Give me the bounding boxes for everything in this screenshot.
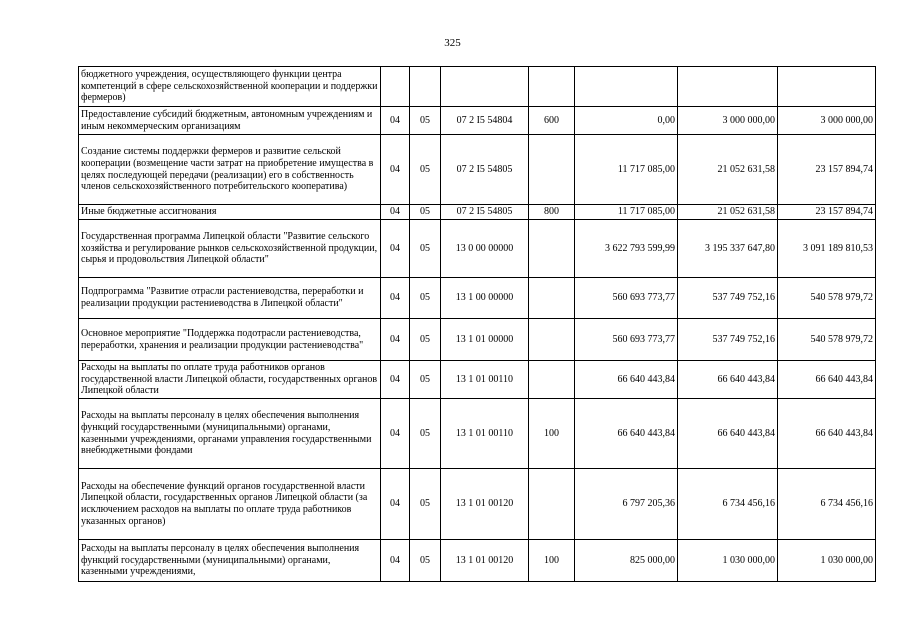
table-row [79, 107, 876, 135]
row-target-article: 07 2 I5 54805 [441, 205, 529, 220]
table-row [79, 540, 876, 582]
row-amount-year1: 66 640 443,84 [575, 399, 678, 469]
row-amount-year3: 23 157 894,74 [778, 135, 876, 205]
row-name: бюджетного учреждения, осуществляющего функции центра компетенций в сфере сельскохозяйственной кооперации и поддержки фермеров) [79, 67, 381, 107]
row-amount-year3: 540 578 979,72 [778, 319, 876, 361]
row-target-article: 07 2 I5 54804 [441, 107, 529, 135]
row-amount-year2: 3 000 000,00 [678, 107, 778, 135]
row-target-article: 13 1 01 00120 [441, 540, 529, 582]
row-target-article: 13 1 00 00000 [441, 278, 529, 319]
row-subsection: 05 [410, 107, 441, 135]
row-target-article: 13 1 01 00110 [441, 361, 529, 399]
row-expense-type: 800 [529, 205, 575, 220]
row-amount-year2: 21 052 631,58 [678, 135, 778, 205]
row-amount-year3: 66 640 443,84 [778, 361, 876, 399]
row-expense-type [529, 319, 575, 361]
row-section: 04 [381, 469, 410, 540]
row-expense-type: 100 [529, 540, 575, 582]
row-target-article: 13 1 01 00120 [441, 469, 529, 540]
budget-table [78, 66, 876, 582]
row-name: Иные бюджетные ассигнования [79, 205, 381, 220]
row-name: Подпрограмма "Развитие отрасли растениеводства, переработки и реализации продукции растениеводства в Липецкой области" [79, 278, 381, 319]
row-amount-year2: 21 052 631,58 [678, 205, 778, 220]
row-section: 04 [381, 361, 410, 399]
row-expense-type [529, 135, 575, 205]
row-amount-year2: 6 734 456,16 [678, 469, 778, 540]
row-amount-year3: 3 000 000,00 [778, 107, 876, 135]
row-subsection: 05 [410, 135, 441, 205]
row-subsection: 05 [410, 469, 441, 540]
row-amount-year3: 23 157 894,74 [778, 205, 876, 220]
row-amount-year1: 560 693 773,77 [575, 278, 678, 319]
table-row [79, 135, 876, 205]
row-name: Расходы на выплаты персоналу в целях обеспечения выполнения функций государственными (муниципальными) органами, казенными учреждениями, [79, 540, 381, 582]
row-amount-year1: 3 622 793 599,99 [575, 220, 678, 278]
row-amount-year3: 1 030 000,00 [778, 540, 876, 582]
row-target-article: 13 0 00 00000 [441, 220, 529, 278]
table-row [79, 399, 876, 469]
row-expense-type [529, 67, 575, 107]
row-amount-year1: 6 797 205,36 [575, 469, 678, 540]
row-amount-year3: 6 734 456,16 [778, 469, 876, 540]
row-section: 04 [381, 107, 410, 135]
row-section: 04 [381, 399, 410, 469]
row-name: Государственная программа Липецкой области "Развитие сельского хозяйства и регулирование рынков сельскохозяйственной продукции, сырья и продовольствия Липецкой области" [79, 220, 381, 278]
row-amount-year2: 537 749 752,16 [678, 278, 778, 319]
row-expense-type: 100 [529, 399, 575, 469]
row-subsection: 05 [410, 540, 441, 582]
row-section: 04 [381, 278, 410, 319]
row-amount-year1: 66 640 443,84 [575, 361, 678, 399]
row-subsection: 05 [410, 278, 441, 319]
row-expense-type [529, 469, 575, 540]
row-name: Основное мероприятие "Поддержка подотрасли растениеводства, переработки, хранения и реализации продукции растениеводства" [79, 319, 381, 361]
row-section: 04 [381, 135, 410, 205]
row-subsection: 05 [410, 220, 441, 278]
row-subsection: 05 [410, 361, 441, 399]
row-section: 04 [381, 205, 410, 220]
row-amount-year1: 11 717 085,00 [575, 135, 678, 205]
page-number: 325 [444, 37, 461, 49]
row-section: 04 [381, 540, 410, 582]
table-row [79, 361, 876, 399]
table-row [79, 469, 876, 540]
row-target-article: 07 2 I5 54805 [441, 135, 529, 205]
row-amount-year2: 537 749 752,16 [678, 319, 778, 361]
row-name: Расходы на обеспечение функций органов государственной власти Липецкой области, государственных органов Липецкой области (за исключением расходов на выплаты по оплате труда работников указанных органов) [79, 469, 381, 540]
row-expense-type: 600 [529, 107, 575, 135]
row-amount-year2: 66 640 443,84 [678, 399, 778, 469]
row-amount-year2 [678, 67, 778, 107]
row-target-article: 13 1 01 00110 [441, 399, 529, 469]
row-amount-year1: 11 717 085,00 [575, 205, 678, 220]
row-name: Расходы на выплаты персоналу в целях обеспечения выполнения функций государственными (муниципальными) органами, казенными учреждениями, органами управления государственными внебюджетными фондами [79, 399, 381, 469]
table-row [79, 319, 876, 361]
row-amount-year3: 3 091 189 810,53 [778, 220, 876, 278]
row-target-article: 13 1 01 00000 [441, 319, 529, 361]
row-amount-year1: 560 693 773,77 [575, 319, 678, 361]
row-target-article [441, 67, 529, 107]
row-amount-year3: 66 640 443,84 [778, 399, 876, 469]
row-section: 04 [381, 319, 410, 361]
table-row [79, 67, 876, 107]
row-amount-year1 [575, 67, 678, 107]
row-subsection: 05 [410, 319, 441, 361]
row-amount-year2: 1 030 000,00 [678, 540, 778, 582]
row-amount-year2: 66 640 443,84 [678, 361, 778, 399]
row-section [381, 67, 410, 107]
row-subsection: 05 [410, 399, 441, 469]
table-row [79, 205, 876, 220]
table-row [79, 220, 876, 278]
row-subsection: 05 [410, 205, 441, 220]
row-name: Расходы на выплаты по оплате труда работников органов государственной власти Липецкой области, государственных органов Липецкой области [79, 361, 381, 399]
row-amount-year3 [778, 67, 876, 107]
row-expense-type [529, 361, 575, 399]
row-section: 04 [381, 220, 410, 278]
row-subsection [410, 67, 441, 107]
row-amount-year1: 825 000,00 [575, 540, 678, 582]
row-name: Предоставление субсидий бюджетным, автономным учреждениям и иным некоммерческим организациям [79, 107, 381, 135]
row-name: Создание системы поддержки фермеров и развитие сельской кооперации (возмещение части затрат на приобретение имущества в целях последующей передачи (реализации) его в собственность членов сельскохозяйственного потребительского кооператива) [79, 135, 381, 205]
row-amount-year3: 540 578 979,72 [778, 278, 876, 319]
row-expense-type [529, 278, 575, 319]
row-amount-year2: 3 195 337 647,80 [678, 220, 778, 278]
row-expense-type [529, 220, 575, 278]
table-row [79, 278, 876, 319]
row-amount-year1: 0,00 [575, 107, 678, 135]
